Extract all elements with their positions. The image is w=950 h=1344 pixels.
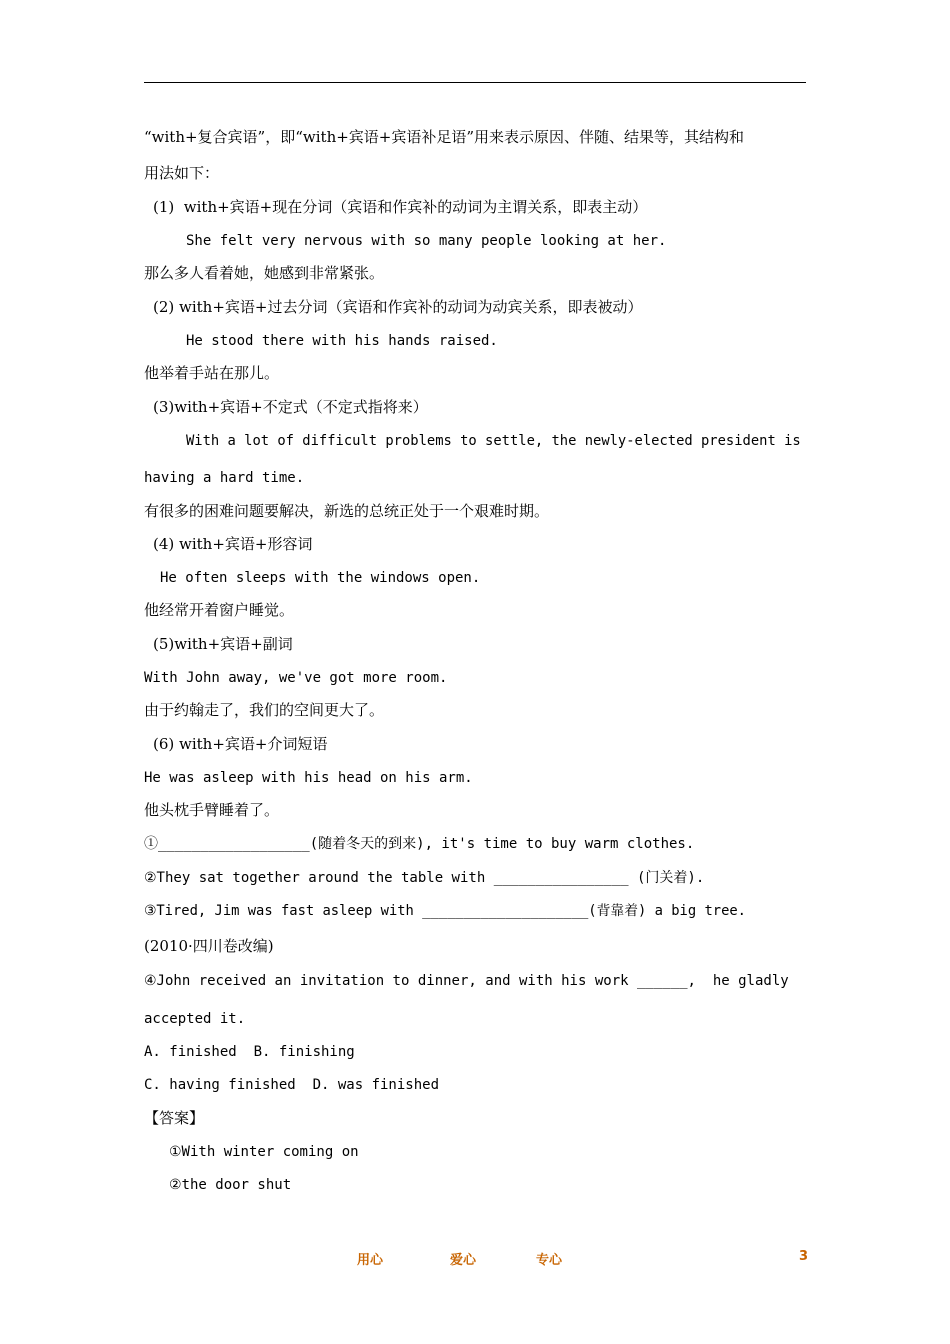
rule-1-translation: 那么多人看着她，她感到非常紧张。 — [144, 264, 385, 282]
exercise-4-options-cd: C. having finished D. was finished — [144, 1077, 440, 1093]
rule-5-translation: 由于约翰走了，我们的空间更大了。 — [144, 701, 385, 719]
exercise-3: ③Tired, Jim was fast asleep with ____________________(背靠着) a big tree. — [144, 903, 746, 919]
exercise-4-line-1: ④John received an invitation to dinner, and with his work ______, he gladly — [144, 973, 789, 989]
rule-4-heading: (4) with+宾语+形容词 — [153, 535, 313, 553]
answer-2: ②the door shut — [169, 1177, 292, 1193]
exercise-4-options-ab: A. finished B. finishing — [144, 1044, 355, 1060]
answer-heading: 【答案】 — [144, 1109, 205, 1127]
rule-5-example: With John away, we've got more room. — [144, 670, 448, 686]
rule-2-example: He stood there with his hands raised. — [186, 333, 498, 349]
footer-item-3: 专心 — [536, 1253, 563, 1268]
rule-6-example: He was asleep with his head on his arm. — [144, 770, 473, 786]
rule-3-translation: 有很多的困难问题要解决，新选的总统正处于一个艰难时期。 — [144, 502, 550, 520]
rule-6-translation: 他头枕手臂睡着了。 — [144, 801, 280, 819]
rule-5-heading: (5)with+宾语+副词 — [153, 635, 293, 653]
answer-1: ①With winter coming on — [169, 1144, 359, 1160]
rule-3-example-line-2: having a hard time. — [144, 470, 305, 486]
rule-6-heading: (6) with+宾语+介词短语 — [153, 735, 328, 753]
header-rule — [144, 82, 806, 83]
footer-item-2: 爱心 — [450, 1253, 477, 1268]
footer-item-1: 用心 — [357, 1253, 384, 1268]
rule-4-translation: 他经常开着窗户睡觉。 — [144, 601, 295, 619]
exercise-2: ②They sat together around the table with ________________ (门关着). — [144, 870, 705, 886]
rule-3-example-line-1: With a lot of difficult problems to settle, the newly-elected president is — [186, 433, 801, 449]
rule-2-translation: 他举着手站在那儿。 — [144, 364, 280, 382]
exercise-4-line-2: accepted it. — [144, 1011, 246, 1027]
rule-1-heading: (1) with+宾语+现在分词（宾语和作宾补的动词为主谓关系，即表主动） — [153, 198, 648, 216]
intro-line-2: 用法如下： — [144, 164, 220, 182]
rule-2-heading: (2) with+宾语+过去分词（宾语和作宾补的动词为动宾关系，即表被动） — [153, 298, 643, 316]
rule-1-example: She felt very nervous with so many people looking at her. — [186, 233, 667, 249]
rule-4-example: He often sleeps with the windows open. — [160, 570, 481, 586]
intro-line-1: “with+复合宾语”，即“with+宾语+宾语补足语”用来表示原因、伴随、结果等，其结构和 — [144, 128, 745, 146]
exercise-1: ①__________________(随着冬天的到来), it's time to buy warm clothes. — [144, 836, 695, 852]
rule-3-heading: (3)with+宾语+不定式（不定式指将来） — [153, 398, 428, 416]
page-number: 3 — [799, 1249, 809, 1264]
exercise-3-source: (2010·四川卷改编) — [144, 937, 274, 955]
